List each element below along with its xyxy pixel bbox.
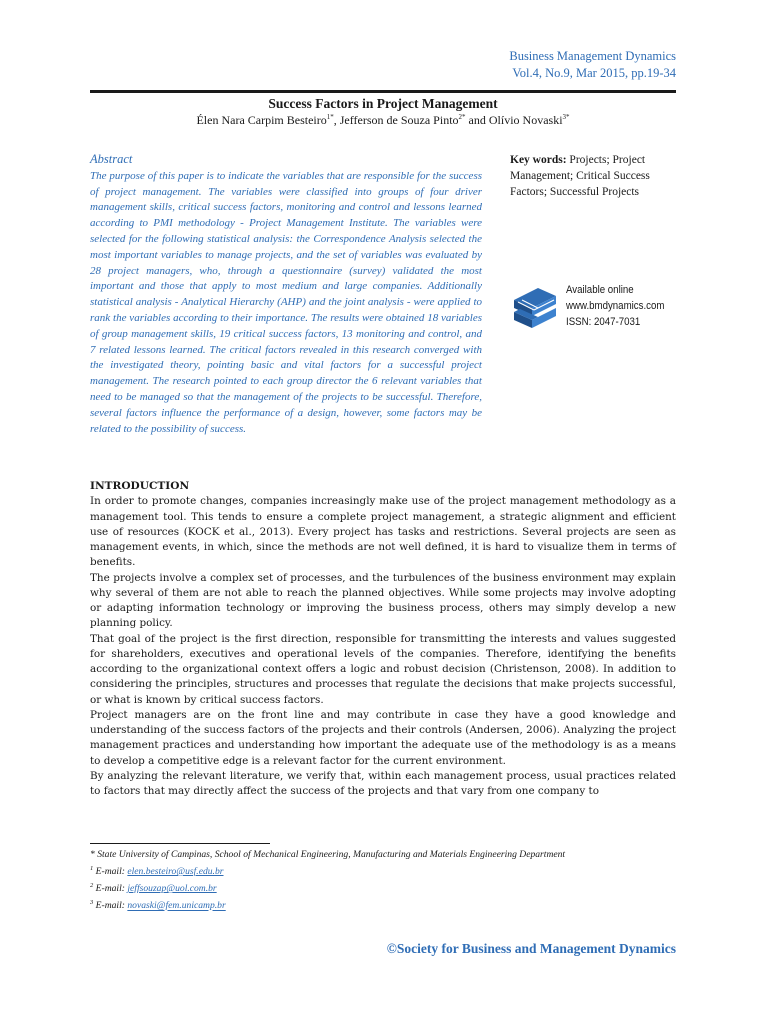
- keywords-label: Key words:: [510, 154, 567, 166]
- keywords-text: Projects; Project Management; Critical Success Factors; Successful Projects: [510, 154, 650, 198]
- availability-line: Available online: [566, 284, 634, 296]
- paper-title: Success Factors in Project Management: [268, 96, 498, 111]
- email-label: E-mail:: [93, 866, 128, 878]
- email-note: [90, 879, 690, 896]
- email-note: [90, 862, 690, 879]
- body-text: [90, 479, 676, 799]
- author-name: Jefferson de Souza Pinto: [339, 113, 459, 127]
- author-mark: 3*: [562, 113, 570, 121]
- author-mark: 1*: [326, 113, 334, 121]
- abstract-block: [90, 152, 482, 437]
- footnote-mark: 1: [90, 865, 94, 872]
- header-rule-thin: [90, 92, 676, 93]
- author-name: Élen Nara Carpim Besteiro: [196, 113, 327, 127]
- footnote-divider: [90, 843, 270, 844]
- affiliation-note: * State University of Campinas, School of Mechanical Engineering, Manufacturing and Materials Engineering Department: [90, 849, 566, 860]
- author-mark: 2*: [458, 113, 466, 121]
- journal-header: [509, 48, 676, 82]
- availability-text: [566, 282, 664, 330]
- author-name: Olívio Novaski: [488, 113, 563, 127]
- journal-name: Business Management Dynamics: [509, 49, 676, 63]
- email-label: E-mail:: [93, 900, 128, 912]
- paragraph: That goal of the project is the first direction, responsible for transmitting the interests and values suggested for shareholders, executives and operational levels of the companies. Therefore, identifying the benefits according to the organizational context offers a logic and robust decision (Christenson, 2008). In addition to considering the principles, structures and processes that regulate the decisions that make projects successful, or what is known by critical success factors.: [90, 632, 676, 706]
- author-list: [90, 113, 676, 128]
- section-heading: INTRODUCTION: [90, 480, 190, 492]
- copyright-footer: ©Society for Business and Management Dynamics: [386, 941, 676, 956]
- email-link[interactable]: novaski@fem.unicamp.br: [127, 900, 226, 912]
- author-separator: and: [465, 113, 489, 127]
- issn-line: ISSN: 2047-7031: [566, 316, 641, 328]
- footnotes-block: [90, 848, 690, 914]
- paragraph: The projects involve a complex set of processes, and the turbulences of the business environment may explain why several of them are not able to reach the planned objectives. While some projects may involve adopting or adapting information technology or improving the business process, others may simply develop a new planning policy.: [90, 571, 676, 630]
- email-label: E-mail:: [93, 883, 128, 895]
- abstract-text: The purpose of this paper is to indicate the variables that are responsible for the success of project management. The variables were classified into groups of four driver management skills, critical success factors, monitoring and control and lessons learned according to PMI methodology - Project Management Institute. The variables were selected for the following statistical analysis: the Correspondence Analysis selected the most important variables to manage projects, and the set of variables was evaluated by 28 project managers, who, through a questionnaire (survey) validated the most important and those that apply to most medium and large companies. Additionally statistical analysis - Analytical Hierarchy (AHP) and the joint analysis - were applied to rank the variables according to their importance. The results were obtained 18 variables of group management skills, 19 critical success factors, 13 monitoring and control, and 7 related lessons learned. The critical factors revealed in this research converged with the investigated theory, pointing basic and vital factors for a successful project management. The research pointed to each group director the 6 relevant variables that need to be managed so that the management of the projects to be successful. Therefore, several factors influence the performance of a design, however, some factors may be related to the possibility of success.: [90, 169, 482, 435]
- author-separator: ,: [333, 113, 340, 127]
- email-note: [90, 896, 690, 913]
- keywords-block: [510, 152, 685, 200]
- paragraph: By analyzing the relevant literature, we verify that, within each management process, usual practices related to factors that may directly affect the success of the projects and that vary from one company to: [90, 769, 676, 797]
- paragraph: In order to promote changes, companies increasingly make use of the project management methodology as a management tool. This tends to ensure a complete project management, a strategic alignment and efficient use of resources (KOCK et al., 2013). Every project has tasks and restrictions. Several projects are seen as management events, in which, since the methods are not well defined, it is hard to visualize them in terms of benefits.: [90, 495, 676, 569]
- website-link[interactable]: www.bmdynamics.com: [566, 300, 665, 312]
- email-link[interactable]: jeffsouzap@uol.com.br: [127, 883, 217, 895]
- abstract-heading: Abstract: [90, 152, 133, 166]
- availability-badge: [512, 282, 682, 342]
- footnote-mark: 3: [90, 899, 94, 907]
- journal-issue: Vol.4, No.9, Mar 2015, pp.19-34: [512, 66, 676, 80]
- footnote-mark: 2: [90, 882, 94, 890]
- book-stack-icon: [512, 286, 558, 332]
- paragraph: Project managers are on the front line and may contribute in case they have a good knowledge and understanding of the success factors of the projects and their controls (Andersen, 2006). Analyzing the project management practices and understanding how important the adequate use of the methodology is as a means to develop a competitive edge is a relevant factor for the current environment.: [90, 708, 676, 767]
- email-link[interactable]: elen.besteiro@usf.edu.br: [127, 866, 224, 878]
